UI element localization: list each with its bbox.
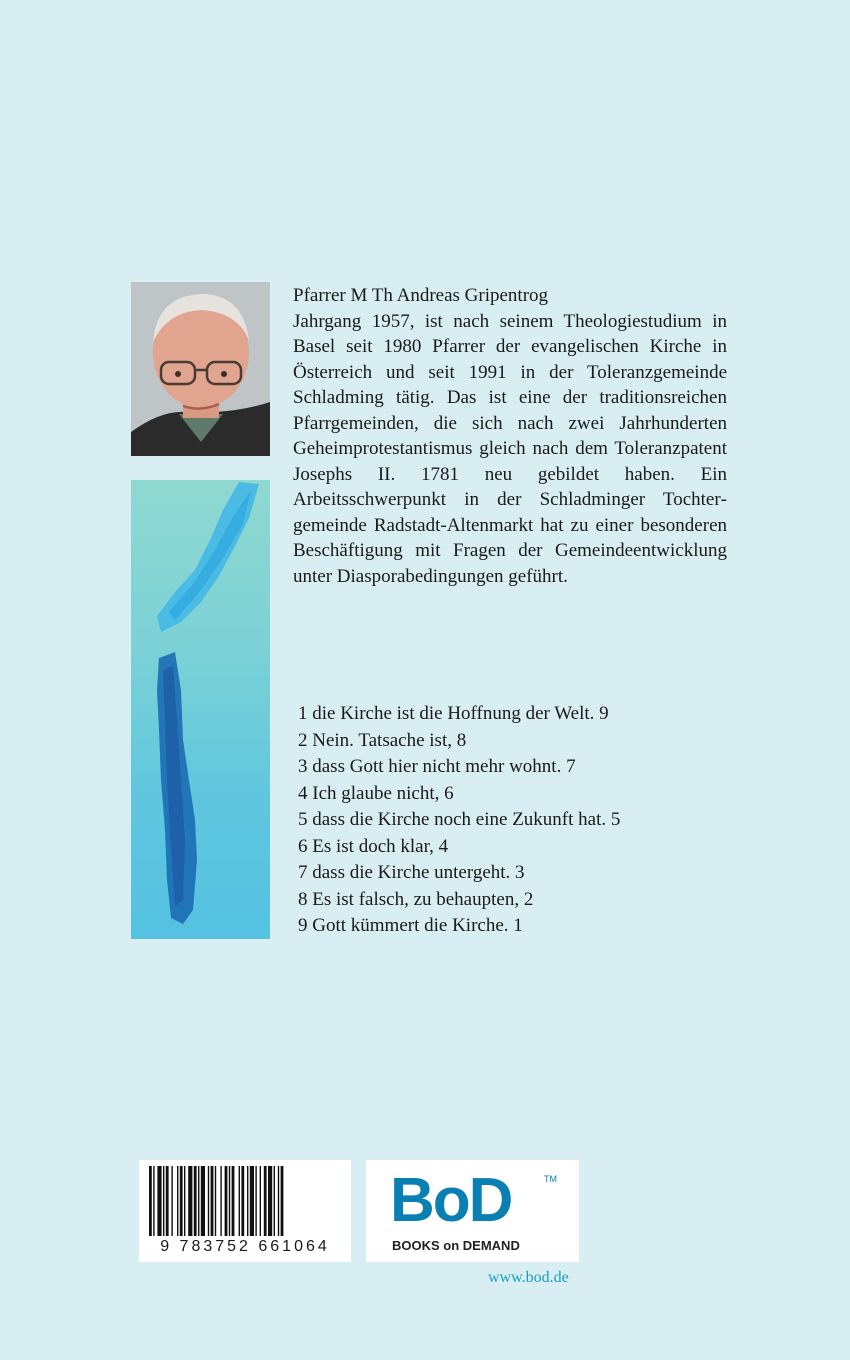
isbn-barcode [139,1160,351,1262]
author-name: Pfarrer M Th Andreas Gripentrog [293,285,549,306]
author-portrait-illustration [131,282,270,456]
barcode-bar [250,1166,254,1236]
palindrome-line: 5 dass die Kirche noch eine Zukunft hat. 5 [298,809,621,830]
barcode-bar [149,1166,152,1236]
isbn-number: 9 783752 661064 [160,1238,330,1255]
barcode-bar [157,1166,161,1236]
barcode-bar [260,1166,261,1236]
barcode-bar [264,1166,267,1236]
barcode-bar [180,1166,183,1236]
bod-logo-text: BoD [390,1166,512,1235]
barcode-bar [188,1166,192,1236]
barcode-bar [281,1166,284,1236]
barcode-bar [153,1166,154,1236]
barcode-bar [215,1166,216,1236]
palindrome-line: 1 die Kirche ist die Hoffnung der Welt. 9 [298,703,609,724]
barcode-bar [241,1166,244,1236]
palindrome-line: 9 Gott kümmert die Kirche. 1 [298,915,523,936]
author-bio [293,283,727,589]
palindrome-line: 8 Es ist falsch, zu behaupten, 2 [298,888,534,910]
palindrome-line: 2 Nein. Tatsache ist, 8 [298,729,467,751]
author-photo [131,282,270,456]
brushstroke-illustration [131,480,270,939]
barcode-bar [247,1166,248,1236]
barcode-bar [166,1166,169,1236]
barcode-bar [163,1166,164,1236]
barcode-bar [274,1166,275,1236]
publisher-url: www.bod.de [488,1269,569,1286]
decorative-brushstroke-art [131,480,270,939]
palindrome-text [298,701,620,940]
barcode-bar [208,1166,209,1236]
barcode-bars [149,1166,341,1236]
barcode-bar [232,1166,235,1236]
barcode-bar [184,1166,185,1236]
trademark-mark: TM [544,1174,557,1184]
barcode-bar [201,1166,205,1236]
palindrome-line: 3 dass Gott hier nicht mehr wohnt. 7 [298,756,576,777]
palindrome-line: 7 dass die Kirche untergeht. 3 [298,862,525,883]
barcode-bar [198,1166,199,1236]
barcode-bar [268,1166,272,1236]
palindrome-line: 6 Es ist doch klar, 4 [298,835,449,857]
barcode-bar [278,1166,279,1236]
barcode-bar [239,1166,240,1236]
author-bio-text: Jahrgang 1957, ist nach seinem Theologiestudium in Basel seit 1980 Pfarrer der evangelischen Kirche in Österreich und seit 1991 in der Toleranzgemeinde Schladming tätig. Das ist eine der traditionsreichen Pfarrgemeinden, die sich nach zwei Jahrhunderten Geheimprotestantismus gleich nach dem Toleranzpatent Josephs II. 1781 neu gebildet haben. Ein Arbeitsschwerpunkt in der Schladminger Tochtergemeinde Radstadt-Altenmarkt hat zu einer besonderen Beschäftigung mit Fragen der Gemeindeentwicklung unter Diasporabedingungen geführt. [293,310,727,587]
barcode-bar [229,1166,230,1236]
barcode-bar [177,1166,178,1236]
barcode-bar [225,1166,228,1236]
publisher-tagline: BOOKS on DEMAND [392,1238,520,1253]
palindrome-line: 4 Ich glaube nicht, 6 [298,782,454,804]
barcode-bar [171,1166,172,1236]
barcode-bar [211,1166,214,1236]
barcode-bar [255,1166,256,1236]
barcode-bar [194,1166,197,1236]
publisher-logo [366,1160,579,1262]
barcode-bar [220,1166,221,1236]
